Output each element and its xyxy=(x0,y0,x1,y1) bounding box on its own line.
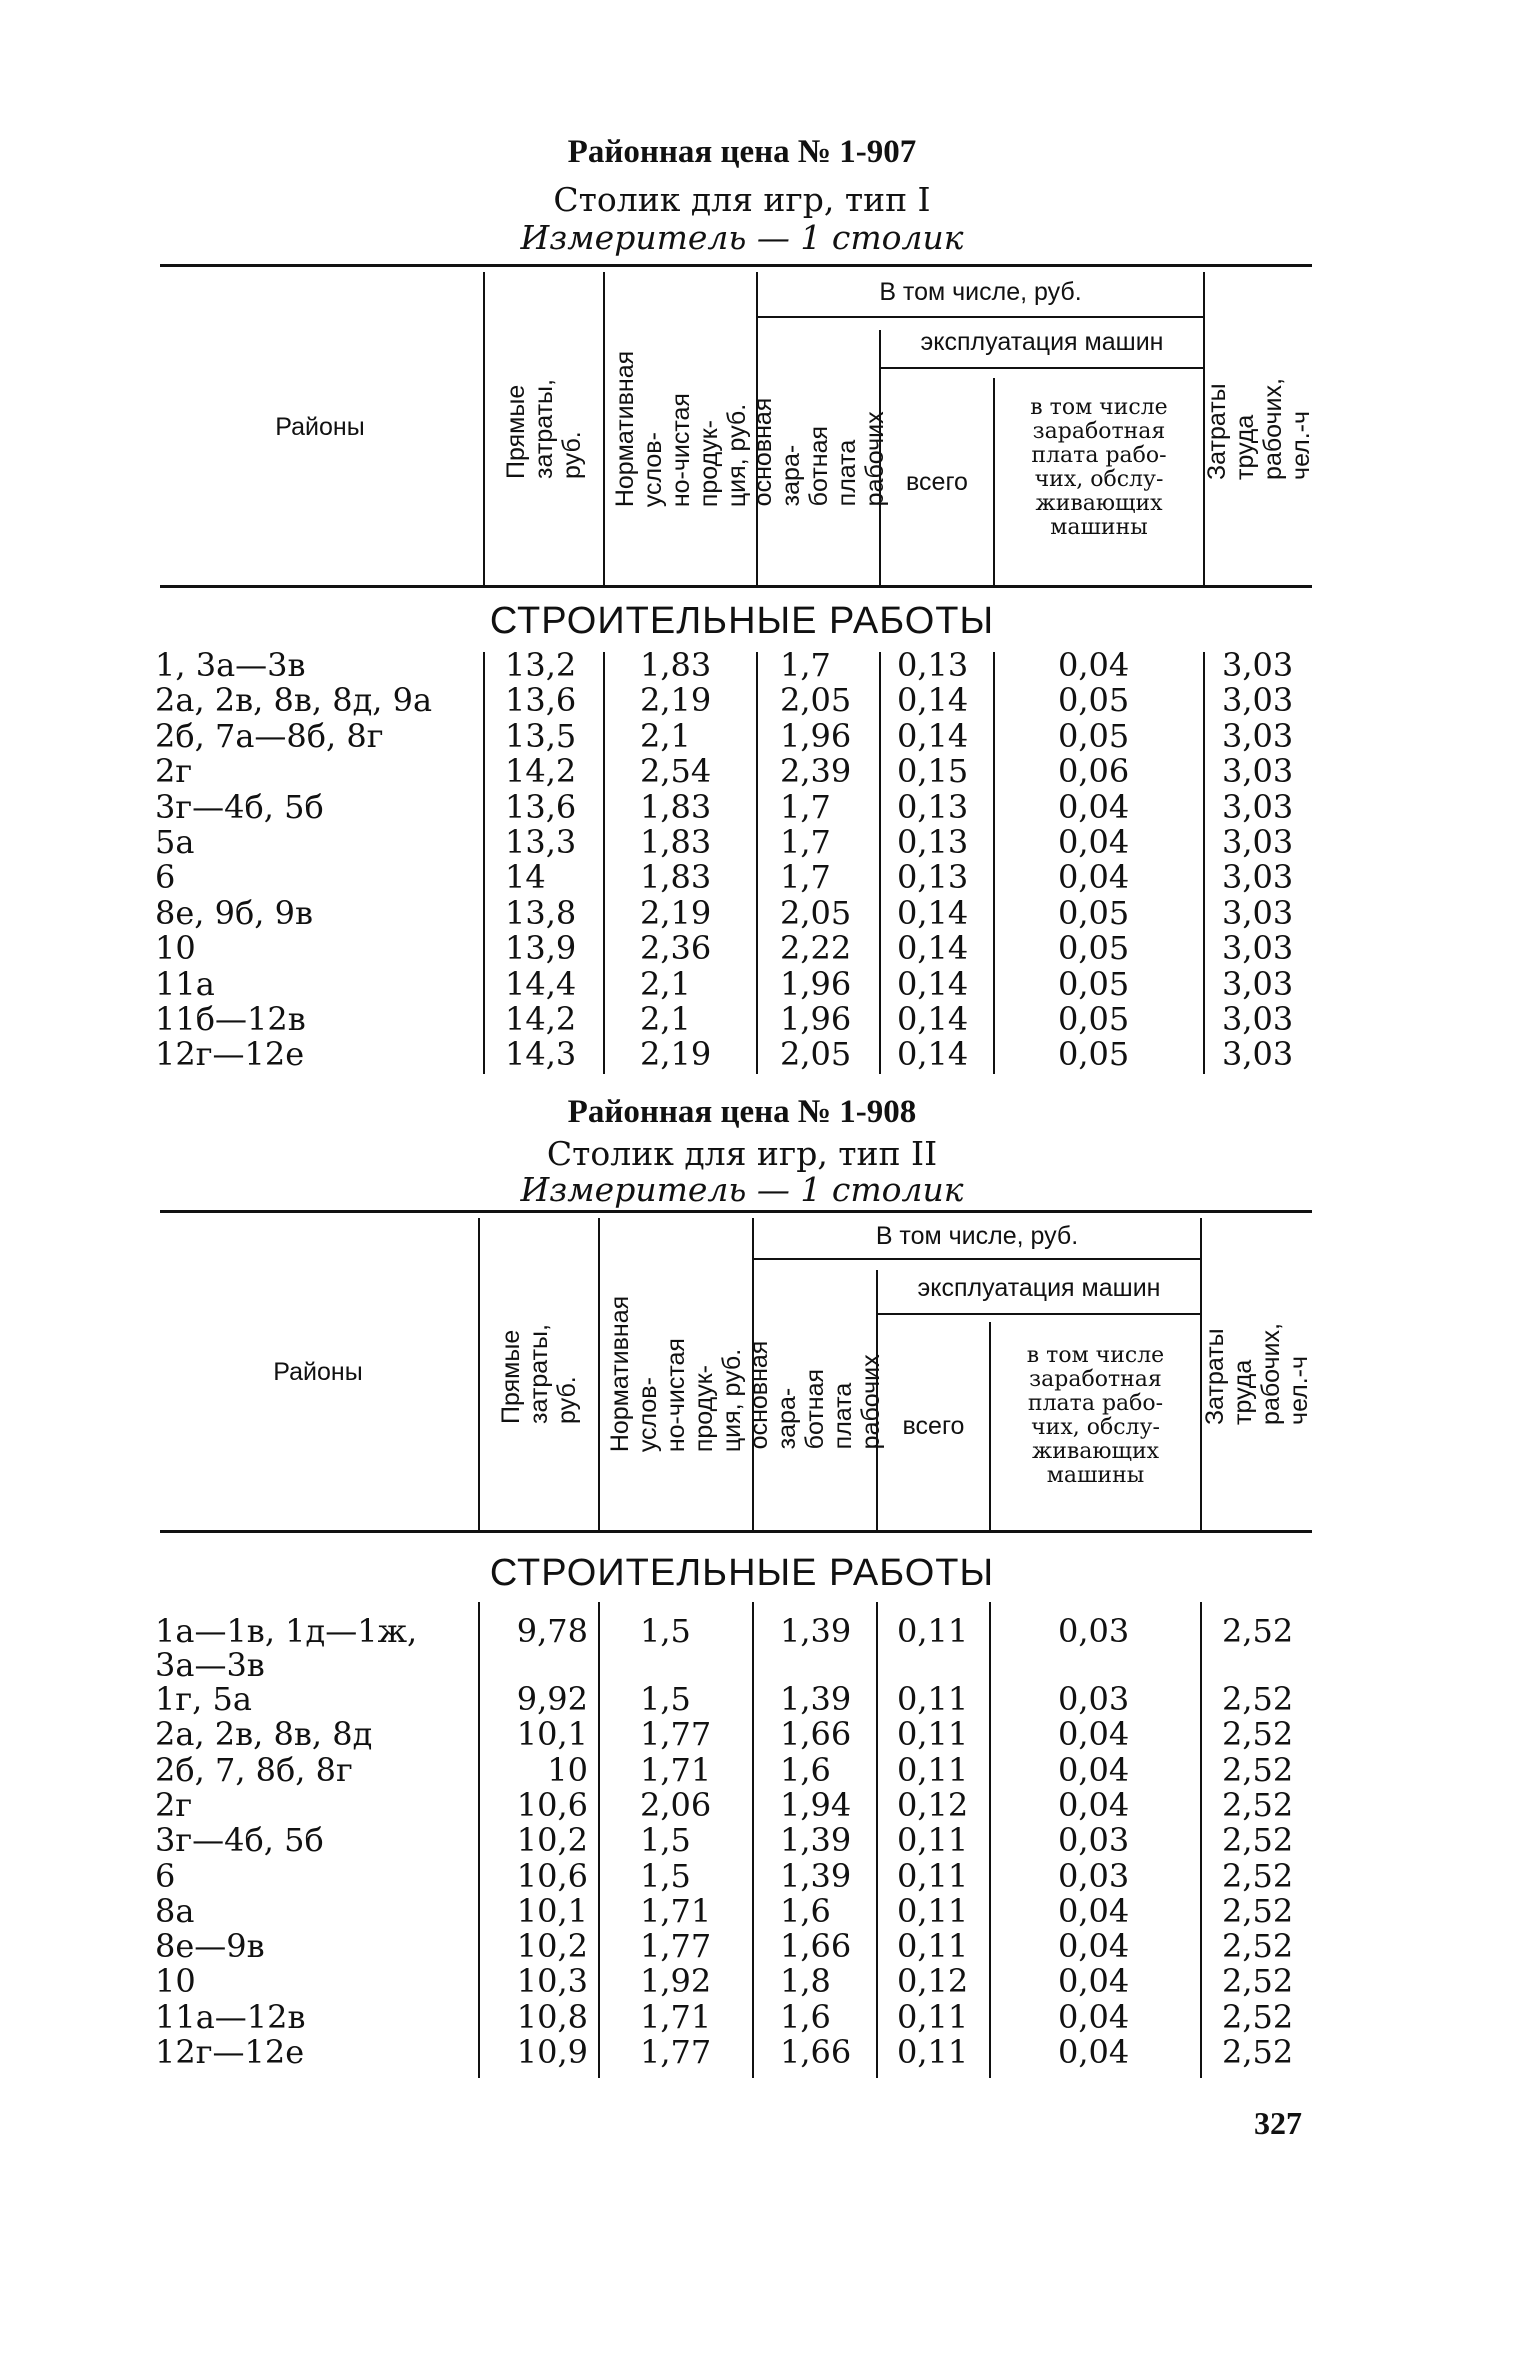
cell-machines-total: 0,13 xyxy=(897,787,969,826)
row-region: 1г, 5а xyxy=(155,1680,252,1718)
cell-machines-total: 0,11 xyxy=(897,1821,969,1860)
cell-wages: 1,66 xyxy=(780,1927,852,1966)
price-title-1: Районная цена № 1-907 xyxy=(567,134,917,170)
table-row xyxy=(0,716,1484,755)
cell-normative: 2,1 xyxy=(640,1000,691,1038)
cell-wages: 1,96 xyxy=(780,1000,852,1038)
cell-machines-total: 0,14 xyxy=(897,716,969,755)
row-region-cont: 3а—3в xyxy=(155,1646,265,1684)
row-region: 8е, 9б, 9в xyxy=(155,893,313,932)
table-row xyxy=(0,1856,1484,1895)
cell-direct: 13,3 xyxy=(505,823,577,861)
header-labor-2: Затраты труда рабочих, чел.-ч xyxy=(1201,1323,1313,1425)
header-regions: Районы xyxy=(275,413,365,441)
cell-labor: 3,03 xyxy=(1222,752,1294,791)
t1-hline-mach xyxy=(881,367,1203,369)
measure-2: Измеритель — 1 столик xyxy=(520,1170,964,1209)
cell-machine-wages: 0,04 xyxy=(1058,1715,1130,1754)
cell-machine-wages: 0,05 xyxy=(1058,1000,1130,1038)
cell-machine-wages: 0,05 xyxy=(1058,929,1130,968)
cell-wages: 1,39 xyxy=(780,1612,852,1650)
header-direct-2-wrap xyxy=(480,1218,598,1530)
row-region: 1а—1в, 1д—1ж, xyxy=(155,1612,418,1650)
cell-direct: 13,8 xyxy=(505,893,577,932)
header-wages-2: основная зара- ботная плата рабочих xyxy=(745,1340,885,1450)
cell-machine-wages: 0,04 xyxy=(1058,1750,1130,1789)
table-row xyxy=(0,1823,1484,1858)
cell-wages: 1,94 xyxy=(780,1785,852,1824)
cell-machines-total: 0,11 xyxy=(897,2033,969,2071)
cell-direct: 10,6 xyxy=(516,1856,588,1895)
header-machines-2: эксплуатация машин xyxy=(917,1274,1161,1302)
cell-normative: 2,19 xyxy=(640,681,712,720)
cell-labor: 3,03 xyxy=(1222,893,1294,932)
row-region: 2г xyxy=(155,1785,193,1824)
cell-machines-total: 0,12 xyxy=(897,1785,969,1824)
cell-direct: 14 xyxy=(505,858,546,897)
cell-direct: 10,2 xyxy=(516,1927,588,1966)
cell-machine-wages: 0,05 xyxy=(1058,1035,1130,1074)
cell-wages: 2,39 xyxy=(780,752,852,791)
cell-labor: 3,03 xyxy=(1222,823,1294,861)
table-row xyxy=(0,1002,1484,1037)
table-row xyxy=(0,1037,1484,1072)
cell-machine-wages: 0,04 xyxy=(1058,823,1130,861)
cell-labor: 2,52 xyxy=(1222,1962,1294,2001)
cell-direct: 10 xyxy=(547,1750,588,1789)
cell-machines-total: 0,14 xyxy=(897,1035,969,1074)
cell-machines-total: 0,11 xyxy=(897,1856,969,1895)
cell-wages: 1,39 xyxy=(780,1856,852,1895)
cell-wages: 2,05 xyxy=(780,893,852,932)
cell-machine-wages: 0,04 xyxy=(1058,1927,1130,1966)
row-region: 12г—12е xyxy=(155,2033,305,2071)
cell-machines-total: 0,11 xyxy=(897,1612,969,1650)
cell-normative: 2,36 xyxy=(640,929,712,968)
row-region: 11а xyxy=(155,964,215,1003)
cell-normative: 1,77 xyxy=(640,1715,712,1754)
header-wages-wrap xyxy=(748,318,889,585)
cell-wages: 2,05 xyxy=(780,1035,852,1074)
table-row xyxy=(0,1891,1484,1930)
cell-normative: 1,71 xyxy=(640,1750,712,1789)
cell-direct: 13,6 xyxy=(505,681,577,720)
cell-machines-total: 0,13 xyxy=(897,646,969,684)
row-region: 2б, 7а—8б, 8г xyxy=(155,716,384,755)
cell-wages: 1,7 xyxy=(780,858,831,897)
cell-wages: 1,7 xyxy=(780,646,831,684)
cell-direct: 10,3 xyxy=(516,1962,588,2001)
row-region: 5а xyxy=(155,823,195,861)
cell-normative: 1,71 xyxy=(640,1891,712,1930)
header-direct-wrap xyxy=(485,272,603,585)
cell-machine-wages: 0,03 xyxy=(1058,1821,1130,1860)
cell-machines-total: 0,11 xyxy=(897,1680,969,1718)
row-region: 1, 3а—3в xyxy=(155,646,306,684)
table-row xyxy=(0,1964,1484,1999)
cell-labor: 2,52 xyxy=(1222,1680,1294,1718)
row-region: 3г—4б, 5б xyxy=(155,1821,324,1860)
cell-labor: 3,03 xyxy=(1222,681,1294,720)
cell-normative: 1,5 xyxy=(640,1856,691,1895)
cell-labor: 2,52 xyxy=(1222,1750,1294,1789)
header-direct-costs-2: Прямые затраты, руб. xyxy=(497,1324,581,1424)
table2-header-rule xyxy=(160,1530,1312,1533)
cell-machines-total: 0,13 xyxy=(897,858,969,897)
cell-machines-total: 0,11 xyxy=(897,1750,969,1789)
table-row xyxy=(0,964,1484,1003)
cell-normative: 1,83 xyxy=(640,858,712,897)
header-incl-2: В том числе, руб. xyxy=(875,1222,1079,1250)
cell-wages: 1,96 xyxy=(780,716,852,755)
cell-machine-wages: 0,05 xyxy=(1058,716,1130,755)
cell-machines-total: 0,14 xyxy=(897,681,969,720)
row-region: 11а—12в xyxy=(155,1997,306,2036)
cell-machines-total: 0,14 xyxy=(897,893,969,932)
cell-labor: 2,52 xyxy=(1222,1821,1294,1860)
cell-machine-wages: 0,04 xyxy=(1058,646,1130,684)
cell-wages: 1,7 xyxy=(780,823,831,861)
row-region: 2г xyxy=(155,752,193,791)
cell-wages: 1,39 xyxy=(780,1821,852,1860)
table2-row-first xyxy=(0,1614,1484,1649)
cell-labor: 3,03 xyxy=(1222,1035,1294,1074)
cell-machines-total: 0,14 xyxy=(897,1000,969,1038)
cell-machine-wages: 0,04 xyxy=(1058,1785,1130,1824)
cell-machine-wages: 0,04 xyxy=(1058,1962,1130,2001)
row-region: 2б, 7, 8б, 8г xyxy=(155,1750,353,1789)
table-row xyxy=(0,754,1484,789)
cell-machine-wages: 0,04 xyxy=(1058,1891,1130,1930)
cell-labor: 2,52 xyxy=(1222,1715,1294,1754)
header-labor-2-wrap xyxy=(1202,1218,1312,1530)
row-region: 8е—9в xyxy=(155,1927,265,1966)
cell-wages: 1,7 xyxy=(780,787,831,826)
header-labor-wrap xyxy=(1202,272,1315,585)
cell-direct: 9,92 xyxy=(516,1680,588,1718)
cell-direct: 10,9 xyxy=(516,2033,588,2071)
cell-labor: 2,52 xyxy=(1222,2033,1294,2071)
item-subtitle-1: Столик для игр, тип I xyxy=(553,180,931,219)
cell-machine-wages: 0,03 xyxy=(1058,1680,1130,1718)
cell-machines-total: 0,11 xyxy=(897,1927,969,1966)
table-row xyxy=(0,893,1484,932)
cell-labor: 3,03 xyxy=(1222,646,1294,684)
header-total-2: всего xyxy=(902,1412,965,1440)
cell-normative: 1,71 xyxy=(640,1997,712,2036)
cell-labor: 3,03 xyxy=(1222,1000,1294,1038)
cell-labor: 3,03 xyxy=(1222,716,1294,755)
row-region: 12г—12е xyxy=(155,1035,305,1074)
cell-direct: 10,6 xyxy=(516,1785,588,1824)
cell-direct: 13,9 xyxy=(505,929,577,968)
cell-machine-wages: 0,04 xyxy=(1058,1997,1130,2036)
table-row xyxy=(0,931,1484,966)
table1-top-rule xyxy=(160,264,1312,267)
cell-wages: 1,66 xyxy=(780,2033,852,2071)
cell-normative: 1,5 xyxy=(640,1821,691,1860)
cell-machines-total: 0,13 xyxy=(897,823,969,861)
table-row xyxy=(0,683,1484,718)
cell-machine-wages: 0,05 xyxy=(1058,681,1130,720)
measure-1: Измеритель — 1 столик xyxy=(520,218,964,257)
header-normative-2-wrap xyxy=(600,1218,752,1530)
cell-direct: 14,3 xyxy=(505,1035,577,1074)
header-normative-wrap xyxy=(605,272,756,585)
cell-machine-wages: 0,03 xyxy=(1058,1856,1130,1895)
cell-wages: 1,6 xyxy=(780,1750,831,1789)
header-labor: Затраты труда рабочих, чел.-ч xyxy=(1202,377,1315,480)
page-number: 327 xyxy=(1254,2105,1302,2141)
row-region: 6 xyxy=(155,1856,176,1895)
price-title-2: Районная цена № 1-908 xyxy=(567,1094,917,1130)
cell-labor: 3,03 xyxy=(1222,964,1294,1003)
table2-top-rule xyxy=(160,1210,1312,1213)
cell-normative: 1,77 xyxy=(640,1927,712,1966)
cell-labor: 2,52 xyxy=(1222,1785,1294,1824)
cell-normative: 1,83 xyxy=(640,823,712,861)
cell-normative: 2,19 xyxy=(640,893,712,932)
cell-wages: 1,39 xyxy=(780,1680,852,1718)
table-row xyxy=(0,1682,1484,1717)
cell-machines-total: 0,11 xyxy=(897,1715,969,1754)
header-normative-2: Нормативная услов- но-чистая продук- ция, руб. xyxy=(606,1295,746,1453)
header-incl-wages-2: в том числе заработная плата рабо- чих, обслу- живающих машины xyxy=(1026,1343,1165,1488)
cell-labor: 2,52 xyxy=(1222,1891,1294,1930)
section-title-2: СТРОИТЕЛЬНЫЕ РАБОТЫ xyxy=(489,1552,995,1594)
cell-wages: 2,22 xyxy=(780,929,852,968)
table-row xyxy=(0,1750,1484,1789)
cell-direct: 13,5 xyxy=(505,716,577,755)
cell-wages: 1,6 xyxy=(780,1997,831,2036)
row-region: 3г—4б, 5б xyxy=(155,787,324,826)
row-region: 10 xyxy=(155,929,196,968)
table-row xyxy=(0,1785,1484,1824)
cell-normative: 1,83 xyxy=(640,787,712,826)
table-row xyxy=(0,787,1484,826)
cell-normative: 2,1 xyxy=(640,964,691,1003)
header-total: всего xyxy=(906,468,968,496)
header-machines: эксплуатация машин xyxy=(920,328,1164,356)
cell-labor: 2,52 xyxy=(1222,1856,1294,1895)
cell-normative: 2,54 xyxy=(640,752,712,791)
cell-direct: 10,2 xyxy=(516,1821,588,1860)
cell-machines-total: 0,14 xyxy=(897,929,969,968)
cell-direct: 14,4 xyxy=(505,964,577,1003)
cell-machine-wages: 0,05 xyxy=(1058,893,1130,932)
cell-direct: 13,6 xyxy=(505,787,577,826)
t2-hline-mach xyxy=(878,1313,1200,1315)
cell-machine-wages: 0,04 xyxy=(1058,2033,1130,2071)
row-region: 11б—12в xyxy=(155,1000,306,1038)
cell-normative: 1,5 xyxy=(640,1680,691,1718)
cell-labor: 2,52 xyxy=(1222,1927,1294,1966)
cell-machine-wages: 0,03 xyxy=(1058,1612,1130,1650)
cell-labor: 2,52 xyxy=(1222,1997,1294,2036)
cell-wages: 1,6 xyxy=(780,1891,831,1930)
cell-wages: 1,96 xyxy=(780,964,852,1003)
cell-normative: 1,5 xyxy=(640,1612,691,1650)
table-row xyxy=(0,1929,1484,1964)
table1-header-rule xyxy=(160,585,1312,588)
header-incl: В том числе, руб. xyxy=(879,278,1082,306)
cell-machine-wages: 0,05 xyxy=(1058,964,1130,1003)
cell-machines-total: 0,14 xyxy=(897,964,969,1003)
cell-direct: 14,2 xyxy=(505,752,577,791)
header-direct-costs: Прямые затраты, руб. xyxy=(502,378,586,479)
item-subtitle-2: Столик для игр, тип II xyxy=(546,1134,938,1173)
cell-normative: 2,1 xyxy=(640,716,691,755)
row-region: 2а, 2в, 8в, 8д, 9а xyxy=(155,681,433,720)
header-normative: Нормативная услов- но-чистая продук- ция, руб. xyxy=(610,350,751,507)
cell-direct: 9,78 xyxy=(516,1612,588,1650)
cell-normative: 2,06 xyxy=(640,1785,712,1824)
cell-direct: 10,1 xyxy=(516,1715,588,1754)
cell-machines-total: 0,12 xyxy=(897,1962,969,2001)
table-row xyxy=(0,1997,1484,2036)
cell-labor: 3,03 xyxy=(1222,787,1294,826)
cell-machine-wages: 0,04 xyxy=(1058,858,1130,897)
cell-machines-total: 0,11 xyxy=(897,1997,969,2036)
table-row xyxy=(0,825,1484,860)
cell-normative: 1,77 xyxy=(640,2033,712,2071)
row-region: 2а, 2в, 8в, 8д xyxy=(155,1715,373,1754)
cell-wages: 2,05 xyxy=(780,681,852,720)
header-wages-2-wrap xyxy=(745,1260,885,1530)
cell-wages: 1,66 xyxy=(780,1715,852,1754)
cell-wages: 1,8 xyxy=(780,1962,831,2001)
cell-normative: 1,83 xyxy=(640,646,712,684)
cell-direct: 14,2 xyxy=(505,1000,577,1038)
cell-labor: 2,52 xyxy=(1222,1612,1294,1650)
cell-direct: 13,2 xyxy=(505,646,577,684)
cell-machine-wages: 0,06 xyxy=(1058,752,1130,791)
table-row xyxy=(0,2035,1484,2070)
header-wages: основная зара- ботная плата рабочих xyxy=(748,397,889,506)
cell-machine-wages: 0,04 xyxy=(1058,787,1130,826)
section-title-1: СТРОИТЕЛЬНЫЕ РАБОТЫ xyxy=(489,600,995,642)
header-regions-2: Районы xyxy=(273,1358,363,1386)
cell-machines-total: 0,11 xyxy=(897,1891,969,1930)
row-region: 8а xyxy=(155,1891,195,1930)
table-row xyxy=(0,648,1484,683)
row-region: 10 xyxy=(155,1962,196,2001)
table-row xyxy=(0,860,1484,895)
header-incl-wages: в том числе заработная плата рабо- чих, обслу- живающих машины xyxy=(1030,395,1168,540)
cell-direct: 10,8 xyxy=(516,1997,588,2036)
cell-machines-total: 0,15 xyxy=(897,752,969,791)
cell-direct: 10,1 xyxy=(516,1891,588,1930)
table-row xyxy=(0,1717,1484,1752)
cell-normative: 2,19 xyxy=(640,1035,712,1074)
row-region: 6 xyxy=(155,858,176,897)
table2-row-first-cont xyxy=(0,1648,1484,1683)
cell-normative: 1,92 xyxy=(640,1962,712,2001)
cell-labor: 3,03 xyxy=(1222,858,1294,897)
cell-labor: 3,03 xyxy=(1222,929,1294,968)
